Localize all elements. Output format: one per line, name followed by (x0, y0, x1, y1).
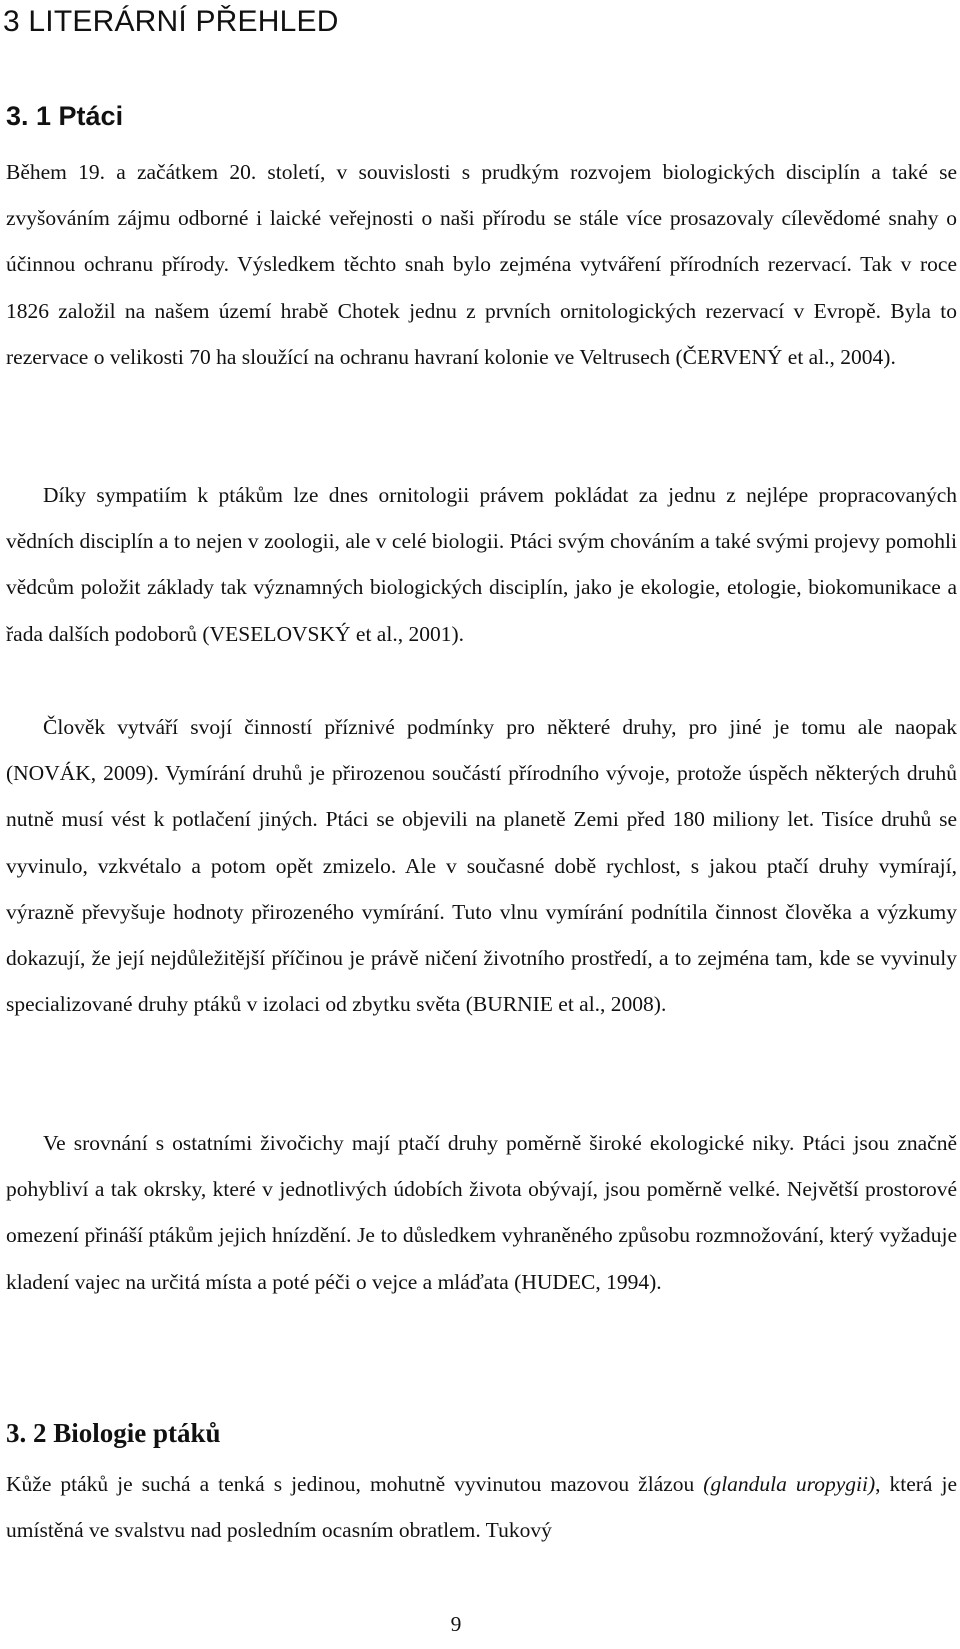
paragraph-3: Člověk vytváří svojí činností příznivé podmínky pro některé druhy, pro jiné je tomu ale naopak (NOVÁK, 2009). Vymírání druhů je přirozenou součástí přírodního vývoje, protože úspěch některých druhů nutně musí vést k potlačení jiných. Ptáci se objevili na planetě Zemi před 180 miliony let. Tisíce druhů se vyvinulo, vzkvétalo a potom opět zmizelo. Ale v současné době rychlost, s jakou ptačí druhy vymírají, výrazně převyšuje hodnoty přirozeného vymírání. Tuto vlnu vymírání podnítila činnost člověka a výzkumy dokazují, že její nejdůležitější příčinou je právě ničení životního prostředí, a to zejména tam, kde se vyvinuly specializované druhy ptáků v izolaci od zbytku světa (BURNIE et al., 2008). (6, 715, 957, 1017)
chapter-title: 3 LITERÁRNÍ PŘEHLED (3, 5, 339, 38)
paragraph-5-text-start: Kůže ptáků je suchá a tenká s jedinou, mohutně vyvinutou mazovou žlázou (6, 1472, 704, 1496)
paragraph-4: Ve srovnání s ostatními živočichy mají ptačí druhy poměrně široké ekologické niky. Ptáci jsou značně pohybliví a tak okrsky, které v jednotlivých údobích života obývají, jsou poměrně velké. Největší prostorové omezení přináší ptákům jejich hnízdění. Je to důsledkem vyhraněného způsobu rozmnožování, který vyžaduje kladení vajec na určitá místa a poté péči o vejce a mláďata (HUDEC, 1994). (6, 1131, 957, 1294)
paragraph-5-text-end: , která je umístěná ve svalstvu nad posledním ocasním obratlem. Tukový (6, 1472, 957, 1543)
latin-term: (glandula uropygii) (703, 1472, 876, 1496)
paragraph-5 (6, 1461, 957, 1553)
paragraph-2: Díky sympatiím k ptákům lze dnes ornitologii právem pokládat za jednu z nejlépe propracovaných vědních disciplín a to nejen v zoologii, ale v celé biologii. Ptáci svým chováním a také svými projevy pomohli vědcům položit základy tak významných biologických disciplín, jako je ekologie, etologie, biokomunikace a řada dalších podoborů (VESELOVSKÝ et al., 2001). (6, 483, 957, 646)
section-title-ptaci: 3. 1 Ptáci (6, 101, 124, 131)
page-number: 9 (450, 1612, 462, 1636)
section-title-biologie: 3. 2 Biologie ptáků (6, 1418, 221, 1448)
paragraph-1: Během 19. a začátkem 20. století, v souvislosti s prudkým rozvojem biologických disciplín a také se zvyšováním zájmu odborné i laické veřejnosti o naši přírodu se stále více prosazovaly cílevědomé snahy o účinnou ochranu přírody. Výsledkem těchto snah bylo zejména vytváření přírodních rezervací. Tak v roce 1826 založil na našem území hrabě Chotek jednu z prvních ornitologických rezervací v Evropě. Byla to rezervace o velikosti 70 ha sloužící na ochranu havraní kolonie ve Veltrusech (ČERVENÝ et al., 2004). (6, 160, 957, 369)
